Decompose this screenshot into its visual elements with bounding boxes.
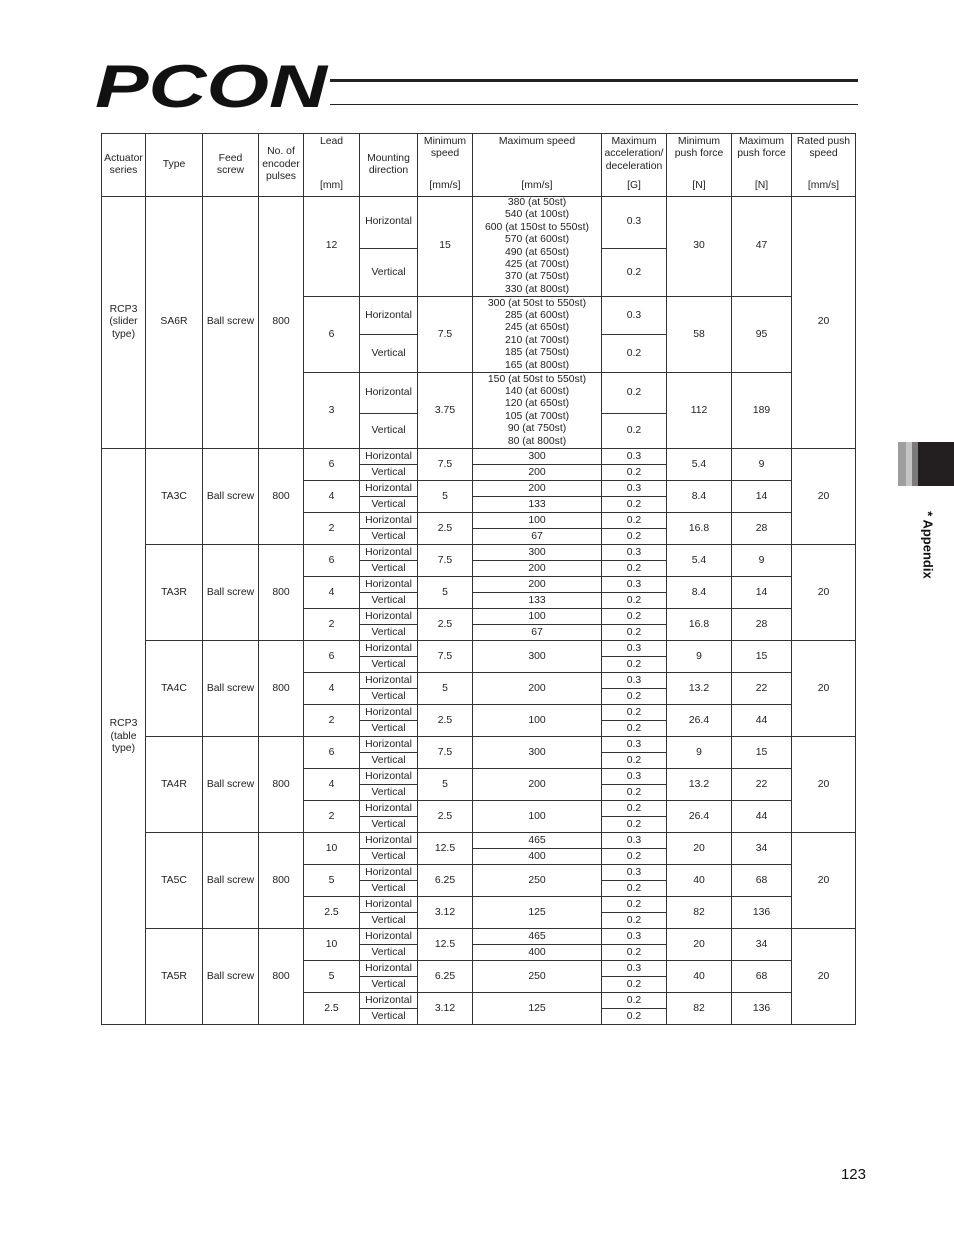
max-acceleration-cell: 0.2 xyxy=(602,465,667,481)
mounting-direction-cell: Horizontal xyxy=(360,545,418,561)
max-push-force-cell: 28 xyxy=(732,609,792,641)
min-speed-cell: 3.12 xyxy=(418,897,473,929)
column-header-unit: [N] xyxy=(754,179,769,191)
actuator-series-cell: RCP3 (slider type) xyxy=(102,197,146,449)
min-push-force-cell: 13.2 xyxy=(667,673,732,705)
column-header-label: Type xyxy=(162,158,186,170)
max-acceleration-cell: 0.2 xyxy=(602,753,667,769)
mounting-direction-cell: Horizontal xyxy=(360,737,418,753)
max-push-force-cell: 68 xyxy=(732,865,792,897)
max-speed-cell: 400 xyxy=(473,945,602,961)
max-acceleration-cell: 0.3 xyxy=(602,929,667,945)
mounting-direction-cell: Vertical xyxy=(360,625,418,641)
lead-cell: 4 xyxy=(304,481,360,513)
column-header xyxy=(473,134,602,197)
max-speed-cell: 100 xyxy=(473,705,602,737)
lead-cell: 6 xyxy=(304,449,360,481)
max-acceleration-cell: 0.2 xyxy=(602,414,667,449)
max-speed-cell: 200 xyxy=(473,769,602,801)
max-speed-cell: 250 xyxy=(473,961,602,993)
max-speed-cell: 133 xyxy=(473,593,602,609)
mounting-direction-cell: Horizontal xyxy=(360,641,418,657)
min-push-force-cell: 9 xyxy=(667,737,732,769)
max-speed-cell: 465 xyxy=(473,929,602,945)
max-speed-cell: 125 xyxy=(473,897,602,929)
column-header-label: Maximum speed xyxy=(498,136,576,147)
column-header xyxy=(102,134,146,197)
min-speed-cell: 7.5 xyxy=(418,297,473,373)
min-speed-cell: 3.75 xyxy=(418,373,473,449)
max-acceleration-cell: 0.3 xyxy=(602,297,667,335)
mounting-direction-cell: Horizontal xyxy=(360,801,418,817)
feed-screw-cell: Ball screw xyxy=(203,545,259,641)
max-push-force-cell: 44 xyxy=(732,705,792,737)
max-speed-cell: 200 xyxy=(473,577,602,593)
max-push-force-cell: 68 xyxy=(732,961,792,993)
max-acceleration-cell: 0.2 xyxy=(602,529,667,545)
min-push-force-cell: 40 xyxy=(667,865,732,897)
max-push-force-cell: 34 xyxy=(732,929,792,961)
max-acceleration-cell: 0.3 xyxy=(602,481,667,497)
column-header-label: Actuator series xyxy=(104,152,143,176)
max-push-force-cell: 136 xyxy=(732,993,792,1025)
min-speed-cell: 12.5 xyxy=(418,929,473,961)
max-acceleration-cell: 0.2 xyxy=(602,801,667,817)
max-speed-cell: 200 xyxy=(473,561,602,577)
column-header xyxy=(418,134,473,197)
min-push-force-cell: 82 xyxy=(667,897,732,929)
column-header-label: Rated push speed xyxy=(796,136,851,160)
min-speed-cell: 2.5 xyxy=(418,801,473,833)
mounting-direction-cell: Horizontal xyxy=(360,961,418,977)
lead-cell: 6 xyxy=(304,545,360,577)
max-acceleration-cell: 0.3 xyxy=(602,577,667,593)
table-row xyxy=(102,449,856,465)
min-push-force-cell: 13.2 xyxy=(667,769,732,801)
table-row xyxy=(102,545,856,561)
lead-cell: 2 xyxy=(304,801,360,833)
max-speed-cell: 150 (at 50st to 550st) 140 (at 600st) 120 (at 650st) 105 (at 700st) 90 (at 750st) 80 (at 800st) xyxy=(473,373,602,449)
mounting-direction-cell: Vertical xyxy=(360,689,418,705)
lead-cell: 2 xyxy=(304,513,360,545)
max-push-force-cell: 22 xyxy=(732,673,792,705)
max-speed-cell: 300 xyxy=(473,545,602,561)
column-header-label: No. of encoder pulses xyxy=(262,146,300,183)
column-header-label: Lead xyxy=(319,136,344,147)
lead-cell: 6 xyxy=(304,737,360,769)
rated-push-speed-cell: 20 xyxy=(792,545,856,641)
type-cell: TA4C xyxy=(146,641,203,737)
feed-screw-cell: Ball screw xyxy=(203,641,259,737)
max-acceleration-cell: 0.2 xyxy=(602,561,667,577)
lead-cell: 5 xyxy=(304,961,360,993)
min-push-force-cell: 16.8 xyxy=(667,513,732,545)
max-push-force-cell: 44 xyxy=(732,801,792,833)
min-speed-cell: 5 xyxy=(418,577,473,609)
max-acceleration-cell: 0.2 xyxy=(602,849,667,865)
mounting-direction-cell: Horizontal xyxy=(360,865,418,881)
min-speed-cell: 3.12 xyxy=(418,993,473,1025)
min-speed-cell: 15 xyxy=(418,197,473,297)
lead-cell: 12 xyxy=(304,197,360,297)
mounting-direction-cell: Horizontal xyxy=(360,481,418,497)
max-push-force-cell: 15 xyxy=(732,641,792,673)
min-speed-cell: 5 xyxy=(418,673,473,705)
max-push-force-cell: 136 xyxy=(732,897,792,929)
max-speed-cell: 300 (at 50st to 550st) 285 (at 600st) 245 (at 650st) 210 (at 700st) 185 (at 750st) 165 (at 800st) xyxy=(473,297,602,373)
lead-cell: 2 xyxy=(304,705,360,737)
type-cell: SA6R xyxy=(146,197,203,449)
mounting-direction-cell: Vertical xyxy=(360,753,418,769)
lead-cell: 2 xyxy=(304,609,360,641)
mounting-direction-cell: Vertical xyxy=(360,529,418,545)
encoder-pulses-cell: 800 xyxy=(259,449,304,545)
max-speed-cell: 133 xyxy=(473,497,602,513)
max-acceleration-cell: 0.3 xyxy=(602,545,667,561)
lead-cell: 5 xyxy=(304,865,360,897)
lead-cell: 4 xyxy=(304,673,360,705)
table-row xyxy=(102,833,856,849)
max-acceleration-cell: 0.2 xyxy=(602,593,667,609)
table-row xyxy=(102,929,856,945)
min-push-force-cell: 9 xyxy=(667,641,732,673)
max-push-force-cell: 22 xyxy=(732,769,792,801)
max-acceleration-cell: 0.2 xyxy=(602,249,667,297)
mounting-direction-cell: Vertical xyxy=(360,465,418,481)
mounting-direction-cell: Horizontal xyxy=(360,929,418,945)
encoder-pulses-cell: 800 xyxy=(259,545,304,641)
max-acceleration-cell: 0.3 xyxy=(602,449,667,465)
rated-push-speed-cell: 20 xyxy=(792,833,856,929)
max-speed-cell: 200 xyxy=(473,673,602,705)
type-cell: TA3R xyxy=(146,545,203,641)
max-acceleration-cell: 0.2 xyxy=(602,993,667,1009)
max-acceleration-cell: 0.3 xyxy=(602,961,667,977)
min-speed-cell: 2.5 xyxy=(418,609,473,641)
encoder-pulses-cell: 800 xyxy=(259,737,304,833)
max-push-force-cell: 47 xyxy=(732,197,792,297)
rated-push-speed-cell: 20 xyxy=(792,641,856,737)
mounting-direction-cell: Horizontal xyxy=(360,993,418,1009)
column-header-unit: [mm/s] xyxy=(429,179,461,191)
mounting-direction-cell: Horizontal xyxy=(360,449,418,465)
max-speed-cell: 250 xyxy=(473,865,602,897)
column-header xyxy=(146,134,203,197)
max-acceleration-cell: 0.3 xyxy=(602,833,667,849)
column-header xyxy=(360,134,418,197)
column-header xyxy=(602,134,667,197)
max-acceleration-cell: 0.2 xyxy=(602,897,667,913)
feed-screw-cell: Ball screw xyxy=(203,833,259,929)
table-row xyxy=(102,641,856,657)
mounting-direction-cell: Vertical xyxy=(360,785,418,801)
max-speed-cell: 100 xyxy=(473,801,602,833)
feed-screw-cell: Ball screw xyxy=(203,449,259,545)
encoder-pulses-cell: 800 xyxy=(259,833,304,929)
min-speed-cell: 7.5 xyxy=(418,737,473,769)
min-speed-cell: 12.5 xyxy=(418,833,473,865)
max-push-force-cell: 14 xyxy=(732,577,792,609)
rated-push-speed-cell: 20 xyxy=(792,197,856,449)
mounting-direction-cell: Vertical xyxy=(360,561,418,577)
max-acceleration-cell: 0.2 xyxy=(602,785,667,801)
header-rule-bottom xyxy=(330,104,858,105)
column-header-label: Minimum push force xyxy=(674,136,724,160)
mounting-direction-cell: Vertical xyxy=(360,335,418,373)
mounting-direction-cell: Vertical xyxy=(360,913,418,929)
max-push-force-cell: 9 xyxy=(732,449,792,481)
mounting-direction-cell: Horizontal xyxy=(360,513,418,529)
max-speed-cell: 200 xyxy=(473,481,602,497)
type-cell: TA3C xyxy=(146,449,203,545)
max-acceleration-cell: 0.2 xyxy=(602,721,667,737)
column-header-label: Maximum push force xyxy=(737,136,786,160)
max-acceleration-cell: 0.2 xyxy=(602,881,667,897)
feed-screw-cell: Ball screw xyxy=(203,737,259,833)
min-push-force-cell: 26.4 xyxy=(667,705,732,737)
max-speed-cell: 125 xyxy=(473,993,602,1025)
min-speed-cell: 7.5 xyxy=(418,449,473,481)
min-speed-cell: 6.25 xyxy=(418,961,473,993)
column-header-label: Feed screw xyxy=(216,152,245,176)
min-push-force-cell: 82 xyxy=(667,993,732,1025)
mounting-direction-cell: Horizontal xyxy=(360,197,418,249)
mounting-direction-cell: Vertical xyxy=(360,817,418,833)
max-push-force-cell: 34 xyxy=(732,833,792,865)
rated-push-speed-cell: 20 xyxy=(792,737,856,833)
max-acceleration-cell: 0.2 xyxy=(602,373,667,414)
section-label: * Appendix xyxy=(920,511,936,579)
max-acceleration-cell: 0.2 xyxy=(602,817,667,833)
max-speed-cell: 67 xyxy=(473,529,602,545)
max-speed-cell: 300 xyxy=(473,449,602,465)
mounting-direction-cell: Horizontal xyxy=(360,769,418,785)
column-header-label: Mounting direction xyxy=(367,152,410,176)
column-header-label: Maximum acceleration/ deceleration xyxy=(604,136,664,172)
encoder-pulses-cell: 800 xyxy=(259,197,304,449)
table-row xyxy=(102,197,856,249)
max-acceleration-cell: 0.2 xyxy=(602,335,667,373)
max-acceleration-cell: 0.3 xyxy=(602,641,667,657)
max-acceleration-cell: 0.2 xyxy=(602,625,667,641)
column-header-label: Minimum speed xyxy=(423,136,467,160)
mounting-direction-cell: Vertical xyxy=(360,414,418,449)
actuator-spec-table xyxy=(101,133,856,1025)
max-acceleration-cell: 0.2 xyxy=(602,945,667,961)
max-speed-cell: 300 xyxy=(473,641,602,673)
column-header-unit: [mm/s] xyxy=(807,179,840,191)
min-speed-cell: 5 xyxy=(418,769,473,801)
max-push-force-cell: 15 xyxy=(732,737,792,769)
header-rule-top xyxy=(330,79,858,82)
mounting-direction-cell: Horizontal xyxy=(360,897,418,913)
mounting-direction-cell: Horizontal xyxy=(360,609,418,625)
mounting-direction-cell: Horizontal xyxy=(360,373,418,414)
max-acceleration-cell: 0.2 xyxy=(602,1009,667,1025)
max-push-force-cell: 14 xyxy=(732,481,792,513)
section-tab xyxy=(918,442,954,486)
rated-push-speed-cell: 20 xyxy=(792,449,856,545)
column-header xyxy=(304,134,360,197)
min-speed-cell: 2.5 xyxy=(418,513,473,545)
max-speed-cell: 380 (at 50st) 540 (at 100st) 600 (at 150st to 550st) 570 (at 600st) 490 (at 650st) 425 (at 700st) 370 (at 750st) 330 (at 800st) xyxy=(473,197,602,297)
min-push-force-cell: 40 xyxy=(667,961,732,993)
min-push-force-cell: 5.4 xyxy=(667,449,732,481)
min-push-force-cell: 8.4 xyxy=(667,577,732,609)
column-header xyxy=(203,134,259,197)
mounting-direction-cell: Vertical xyxy=(360,249,418,297)
mounting-direction-cell: Vertical xyxy=(360,881,418,897)
lead-cell: 10 xyxy=(304,833,360,865)
max-acceleration-cell: 0.2 xyxy=(602,977,667,993)
max-speed-cell: 100 xyxy=(473,513,602,529)
type-cell: TA4R xyxy=(146,737,203,833)
max-speed-cell: 465 xyxy=(473,833,602,849)
header-row xyxy=(102,134,856,197)
lead-cell: 3 xyxy=(304,373,360,449)
min-push-force-cell: 5.4 xyxy=(667,545,732,577)
mounting-direction-cell: Horizontal xyxy=(360,833,418,849)
max-acceleration-cell: 0.2 xyxy=(602,609,667,625)
min-speed-cell: 7.5 xyxy=(418,545,473,577)
lead-cell: 2.5 xyxy=(304,993,360,1025)
max-acceleration-cell: 0.2 xyxy=(602,913,667,929)
max-acceleration-cell: 0.2 xyxy=(602,513,667,529)
column-header-unit: [N] xyxy=(692,179,706,191)
max-acceleration-cell: 0.3 xyxy=(602,673,667,689)
actuator-series-cell: RCP3 (table type) xyxy=(102,449,146,1025)
mounting-direction-cell: Vertical xyxy=(360,1009,418,1025)
column-header xyxy=(667,134,732,197)
min-push-force-cell: 8.4 xyxy=(667,481,732,513)
max-push-force-cell: 95 xyxy=(732,297,792,373)
svg-text:PCON: PCON xyxy=(95,62,330,112)
mounting-direction-cell: Vertical xyxy=(360,497,418,513)
max-acceleration-cell: 0.2 xyxy=(602,657,667,673)
encoder-pulses-cell: 800 xyxy=(259,929,304,1025)
feed-screw-cell: Ball screw xyxy=(203,197,259,449)
min-push-force-cell: 30 xyxy=(667,197,732,297)
min-push-force-cell: 26.4 xyxy=(667,801,732,833)
mounting-direction-cell: Vertical xyxy=(360,977,418,993)
max-acceleration-cell: 0.3 xyxy=(602,769,667,785)
min-push-force-cell: 20 xyxy=(667,833,732,865)
lead-cell: 10 xyxy=(304,929,360,961)
max-speed-cell: 100 xyxy=(473,609,602,625)
type-cell: TA5C xyxy=(146,833,203,929)
mounting-direction-cell: Horizontal xyxy=(360,577,418,593)
min-push-force-cell: 16.8 xyxy=(667,609,732,641)
column-header-unit: [mm/s] xyxy=(521,179,553,191)
column-header xyxy=(732,134,792,197)
min-speed-cell: 6.25 xyxy=(418,865,473,897)
max-speed-cell: 67 xyxy=(473,625,602,641)
feed-screw-cell: Ball screw xyxy=(203,929,259,1025)
column-header xyxy=(792,134,856,197)
min-speed-cell: 5 xyxy=(418,481,473,513)
mounting-direction-cell: Vertical xyxy=(360,945,418,961)
column-header xyxy=(259,134,304,197)
min-push-force-cell: 58 xyxy=(667,297,732,373)
mounting-direction-cell: Horizontal xyxy=(360,673,418,689)
min-speed-cell: 2.5 xyxy=(418,705,473,737)
min-push-force-cell: 20 xyxy=(667,929,732,961)
max-speed-cell: 400 xyxy=(473,849,602,865)
min-push-force-cell: 112 xyxy=(667,373,732,449)
column-header-unit: [G] xyxy=(627,179,641,191)
lead-cell: 6 xyxy=(304,297,360,373)
max-acceleration-cell: 0.2 xyxy=(602,705,667,721)
mounting-direction-cell: Vertical xyxy=(360,657,418,673)
max-push-force-cell: 9 xyxy=(732,545,792,577)
max-acceleration-cell: 0.2 xyxy=(602,689,667,705)
max-acceleration-cell: 0.3 xyxy=(602,865,667,881)
encoder-pulses-cell: 800 xyxy=(259,641,304,737)
min-speed-cell: 7.5 xyxy=(418,641,473,673)
page-number: 123 xyxy=(840,1166,866,1183)
column-header-unit: [mm] xyxy=(319,179,344,191)
max-speed-cell: 300 xyxy=(473,737,602,769)
lead-cell: 4 xyxy=(304,769,360,801)
max-acceleration-cell: 0.3 xyxy=(602,737,667,753)
mounting-direction-cell: Vertical xyxy=(360,849,418,865)
max-speed-cell: 200 xyxy=(473,465,602,481)
pcon-logo xyxy=(95,62,335,112)
rated-push-speed-cell: 20 xyxy=(792,929,856,1025)
mounting-direction-cell: Horizontal xyxy=(360,297,418,335)
max-push-force-cell: 28 xyxy=(732,513,792,545)
lead-cell: 4 xyxy=(304,577,360,609)
type-cell: TA5R xyxy=(146,929,203,1025)
mounting-direction-cell: Vertical xyxy=(360,593,418,609)
section-tab-stripe xyxy=(898,442,906,486)
lead-cell: 2.5 xyxy=(304,897,360,929)
max-acceleration-cell: 0.3 xyxy=(602,197,667,249)
max-push-force-cell: 189 xyxy=(732,373,792,449)
mounting-direction-cell: Horizontal xyxy=(360,705,418,721)
mounting-direction-cell: Vertical xyxy=(360,721,418,737)
table-row xyxy=(102,737,856,753)
lead-cell: 6 xyxy=(304,641,360,673)
max-acceleration-cell: 0.2 xyxy=(602,497,667,513)
